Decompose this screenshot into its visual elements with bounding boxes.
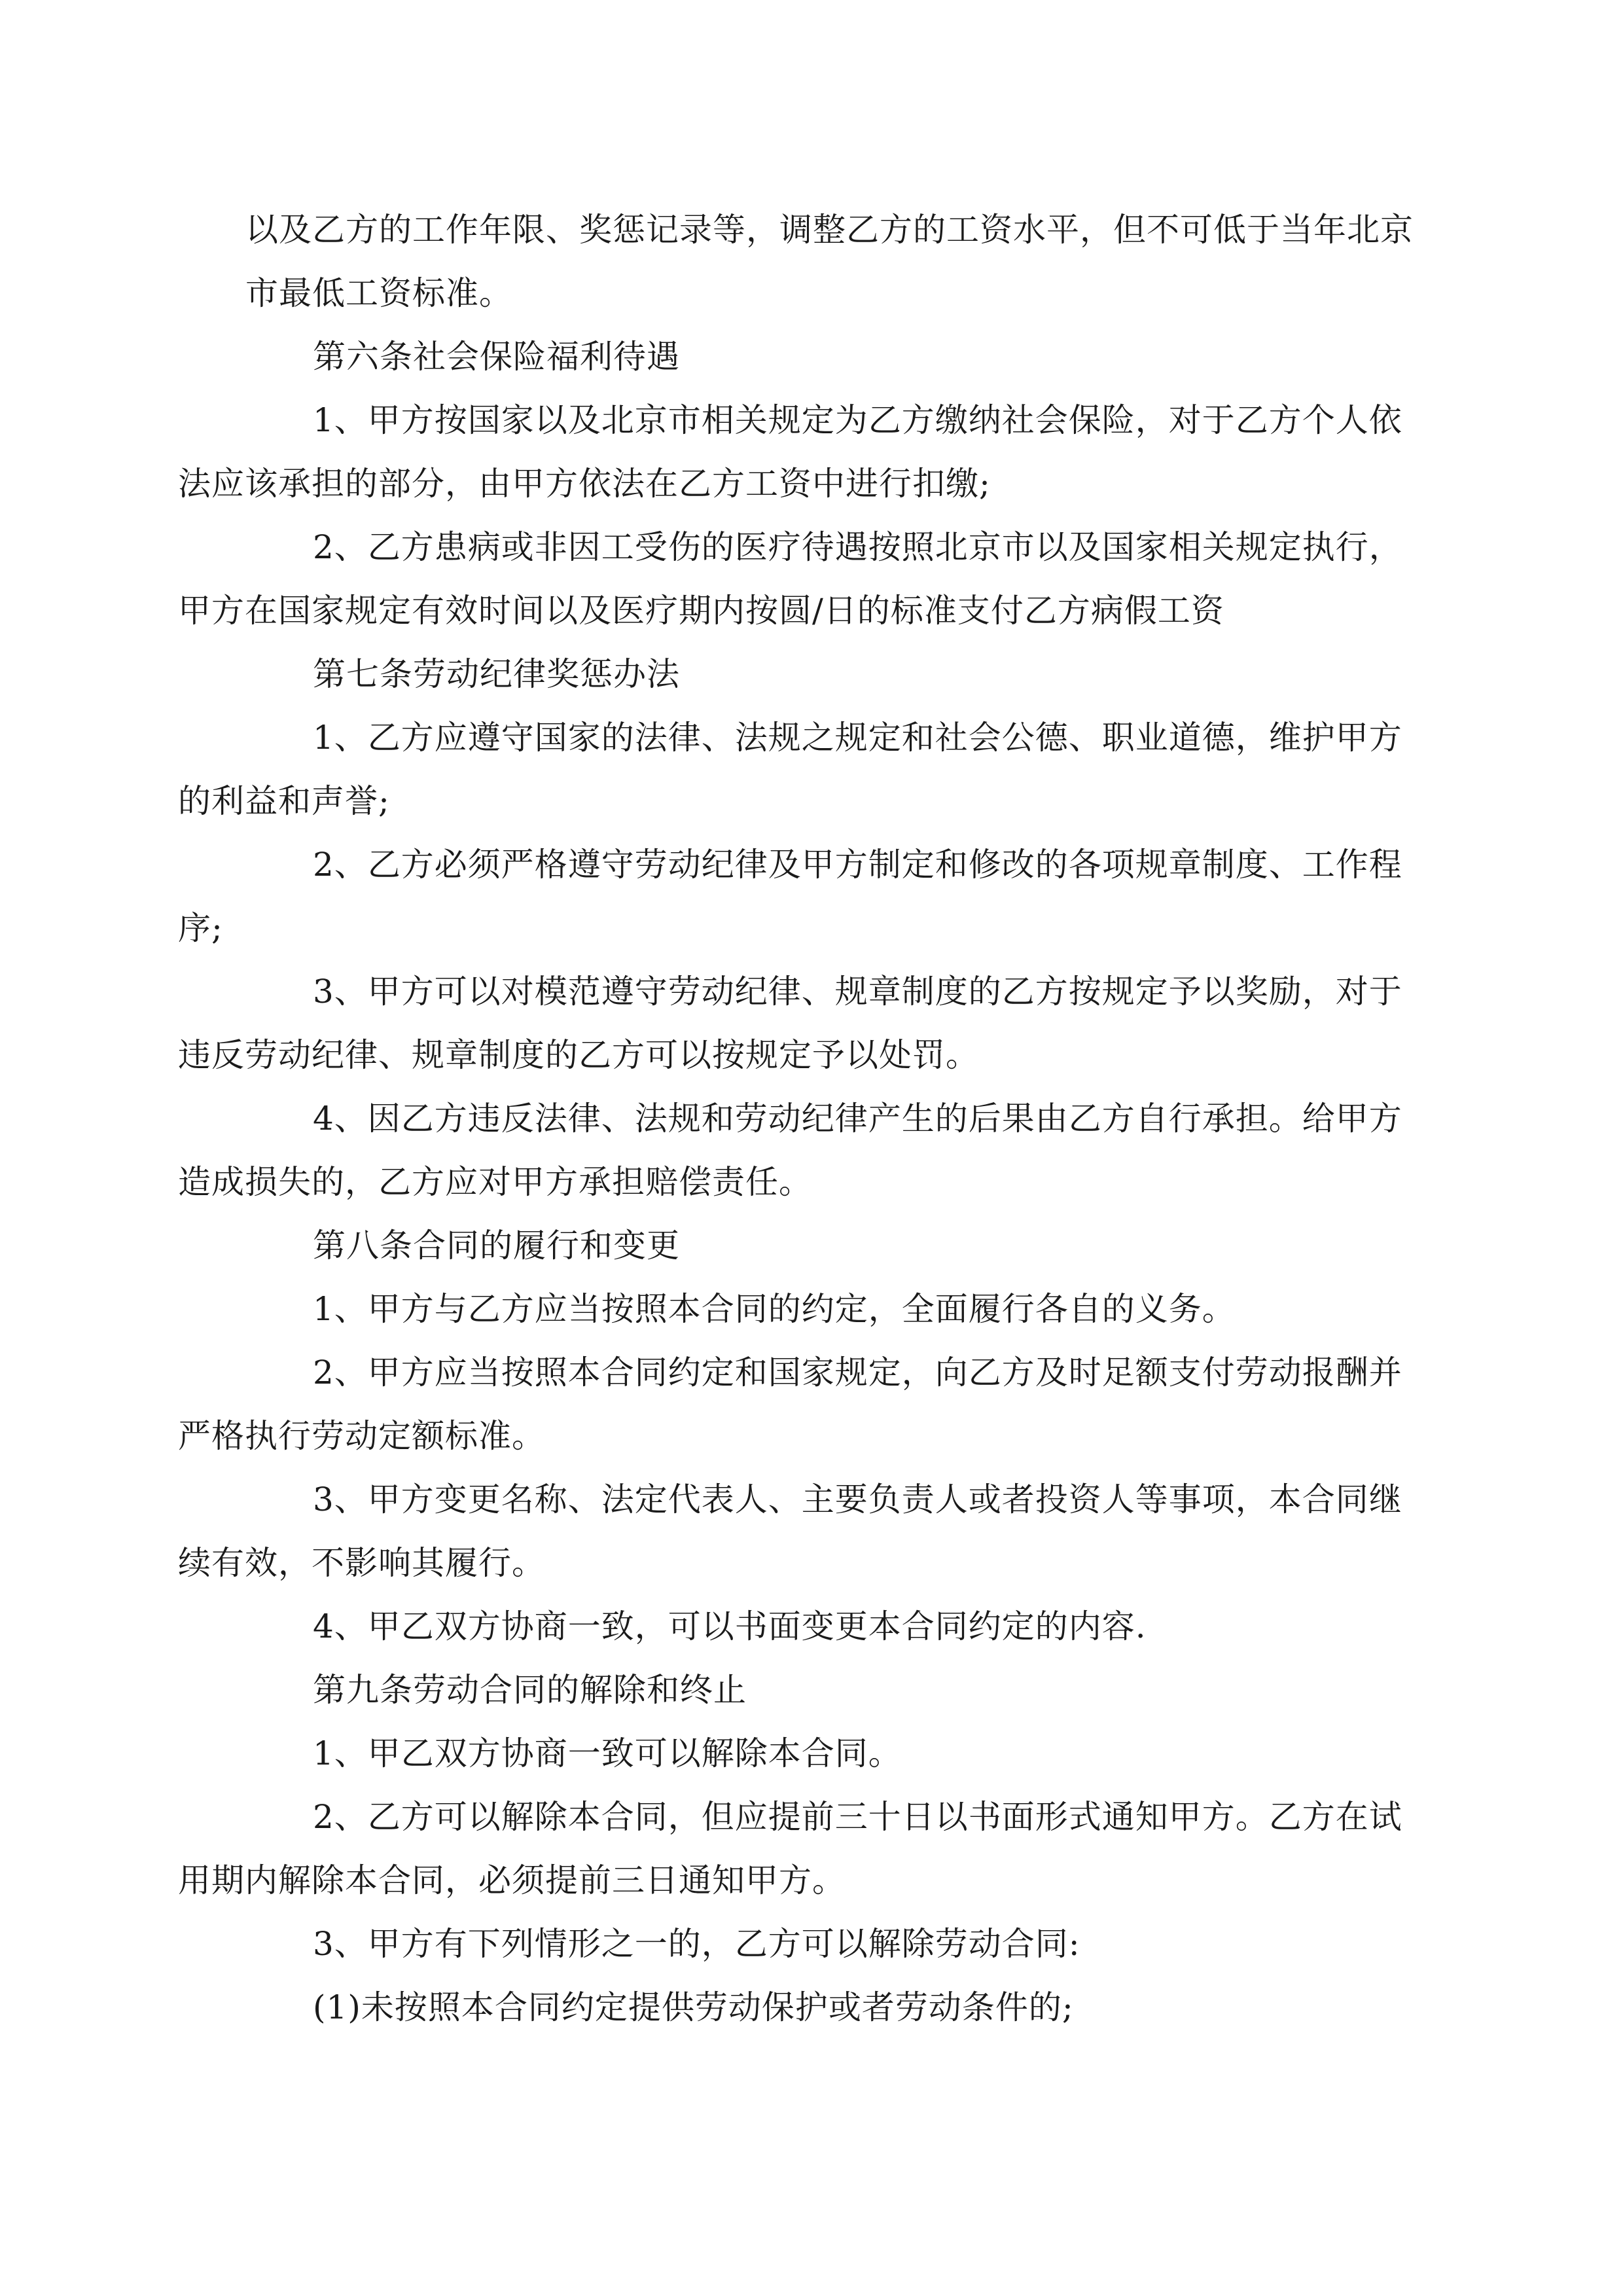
paragraph-9-3-1 — [245, 1976, 1378, 2039]
heading-article-9 — [245, 1659, 1378, 1722]
text-line: 序; — [178, 909, 223, 947]
text-line: 甲方在国家规定有效时间以及医疗期内按圆/日的标准支付乙方病假工资 — [178, 592, 1224, 630]
document-body — [178, 198, 1414, 2039]
text-line: 2、乙方患病或非因工受伤的医疗待遇按照北京市以及国家相关规定执行， — [313, 528, 1402, 566]
text-line: 3、甲方变更名称、法定代表人、主要负责人或者投资人等事项，本合同继 — [313, 1480, 1402, 1518]
text-line: 续有效，不影响其履行。 — [178, 1544, 545, 1582]
text-line: 严格执行劳动定额标准。 — [178, 1417, 545, 1455]
paragraph-8-4 — [245, 1595, 1378, 1659]
paragraph-wage-adjustment — [245, 198, 1414, 325]
text-line: 市最低工资标准。 — [245, 274, 512, 312]
paragraph-9-3 — [245, 1912, 1378, 1976]
paragraph-7-4 — [178, 1087, 1402, 1214]
text-line: 造成损失的，乙方应对甲方承担赔偿责任。 — [178, 1163, 812, 1201]
text-line: (1)未按照本合同约定提供劳动保护或者劳动条件的; — [313, 1988, 1074, 2026]
text-line: 3、甲方可以对模范遵守劳动纪律、规章制度的乙方按规定予以奖励，对于 — [313, 973, 1402, 1011]
text-line: 4、因乙方违反法律、法规和劳动纪律产生的后果由乙方自行承担。给甲方 — [313, 1100, 1402, 1138]
heading-article-7 — [245, 643, 1378, 706]
text-line: 法应该承担的部分，由甲方依法在乙方工资中进行扣缴; — [178, 465, 991, 503]
text-line: 1、甲方按国家以及北京市相关规定为乙方缴纳社会保险，对于乙方个人依 — [313, 401, 1402, 439]
text-line: 2、乙方必须严格遵守劳动纪律及甲方制定和修改的各项规章制度、工作程 — [313, 846, 1402, 884]
paragraph-6-2 — [178, 516, 1402, 643]
section-heading: 第九条劳动合同的解除和终止 — [313, 1671, 747, 1709]
text-line: 以及乙方的工作年限、奖惩记录等，调整乙方的工资水平，但不可低于当年北京 — [245, 211, 1414, 249]
text-line: 1、乙方应遵守国家的法律、法规之规定和社会公德、职业道德，维护甲方 — [313, 719, 1402, 757]
text-line: 2、乙方可以解除本合同，但应提前三十日以书面形式通知甲方。乙方在试 — [313, 1798, 1402, 1836]
section-heading: 第七条劳动纪律奖惩办法 — [313, 655, 680, 693]
heading-article-8 — [245, 1214, 1378, 1278]
text-line: 1、甲乙双方协商一致可以解除本合同。 — [313, 1734, 902, 1772]
section-heading: 第八条合同的履行和变更 — [313, 1227, 680, 1265]
section-heading: 第六条社会保险福利待遇 — [313, 338, 680, 376]
paragraph-8-2 — [178, 1341, 1402, 1468]
paragraph-8-1 — [245, 1278, 1378, 1341]
paragraph-9-1 — [245, 1722, 1378, 1785]
text-line: 用期内解除本合同，必须提前三日通知甲方。 — [178, 1861, 846, 1899]
text-line: 3、甲方有下列情形之一的，乙方可以解除劳动合同: — [313, 1925, 1080, 1963]
text-line: 4、甲乙双方协商一致，可以书面变更本合同约定的内容. — [313, 1607, 1147, 1645]
paragraph-9-2 — [178, 1785, 1402, 1912]
text-line: 1、甲方与乙方应当按照本合同的约定，全面履行各自的义务。 — [313, 1290, 1236, 1328]
paragraph-7-2 — [178, 833, 1402, 960]
text-line: 2、甲方应当按照本合同约定和国家规定，向乙方及时足额支付劳动报酬并 — [313, 1354, 1402, 1391]
paragraph-7-1 — [178, 706, 1402, 833]
paragraph-7-3 — [178, 960, 1402, 1087]
text-line: 的利益和声誉; — [178, 782, 390, 820]
paragraph-8-3 — [178, 1468, 1402, 1595]
text-line: 违反劳动纪律、规章制度的乙方可以按规定予以处罚。 — [178, 1036, 979, 1074]
heading-article-6 — [245, 325, 1378, 389]
paragraph-6-1 — [178, 389, 1402, 516]
